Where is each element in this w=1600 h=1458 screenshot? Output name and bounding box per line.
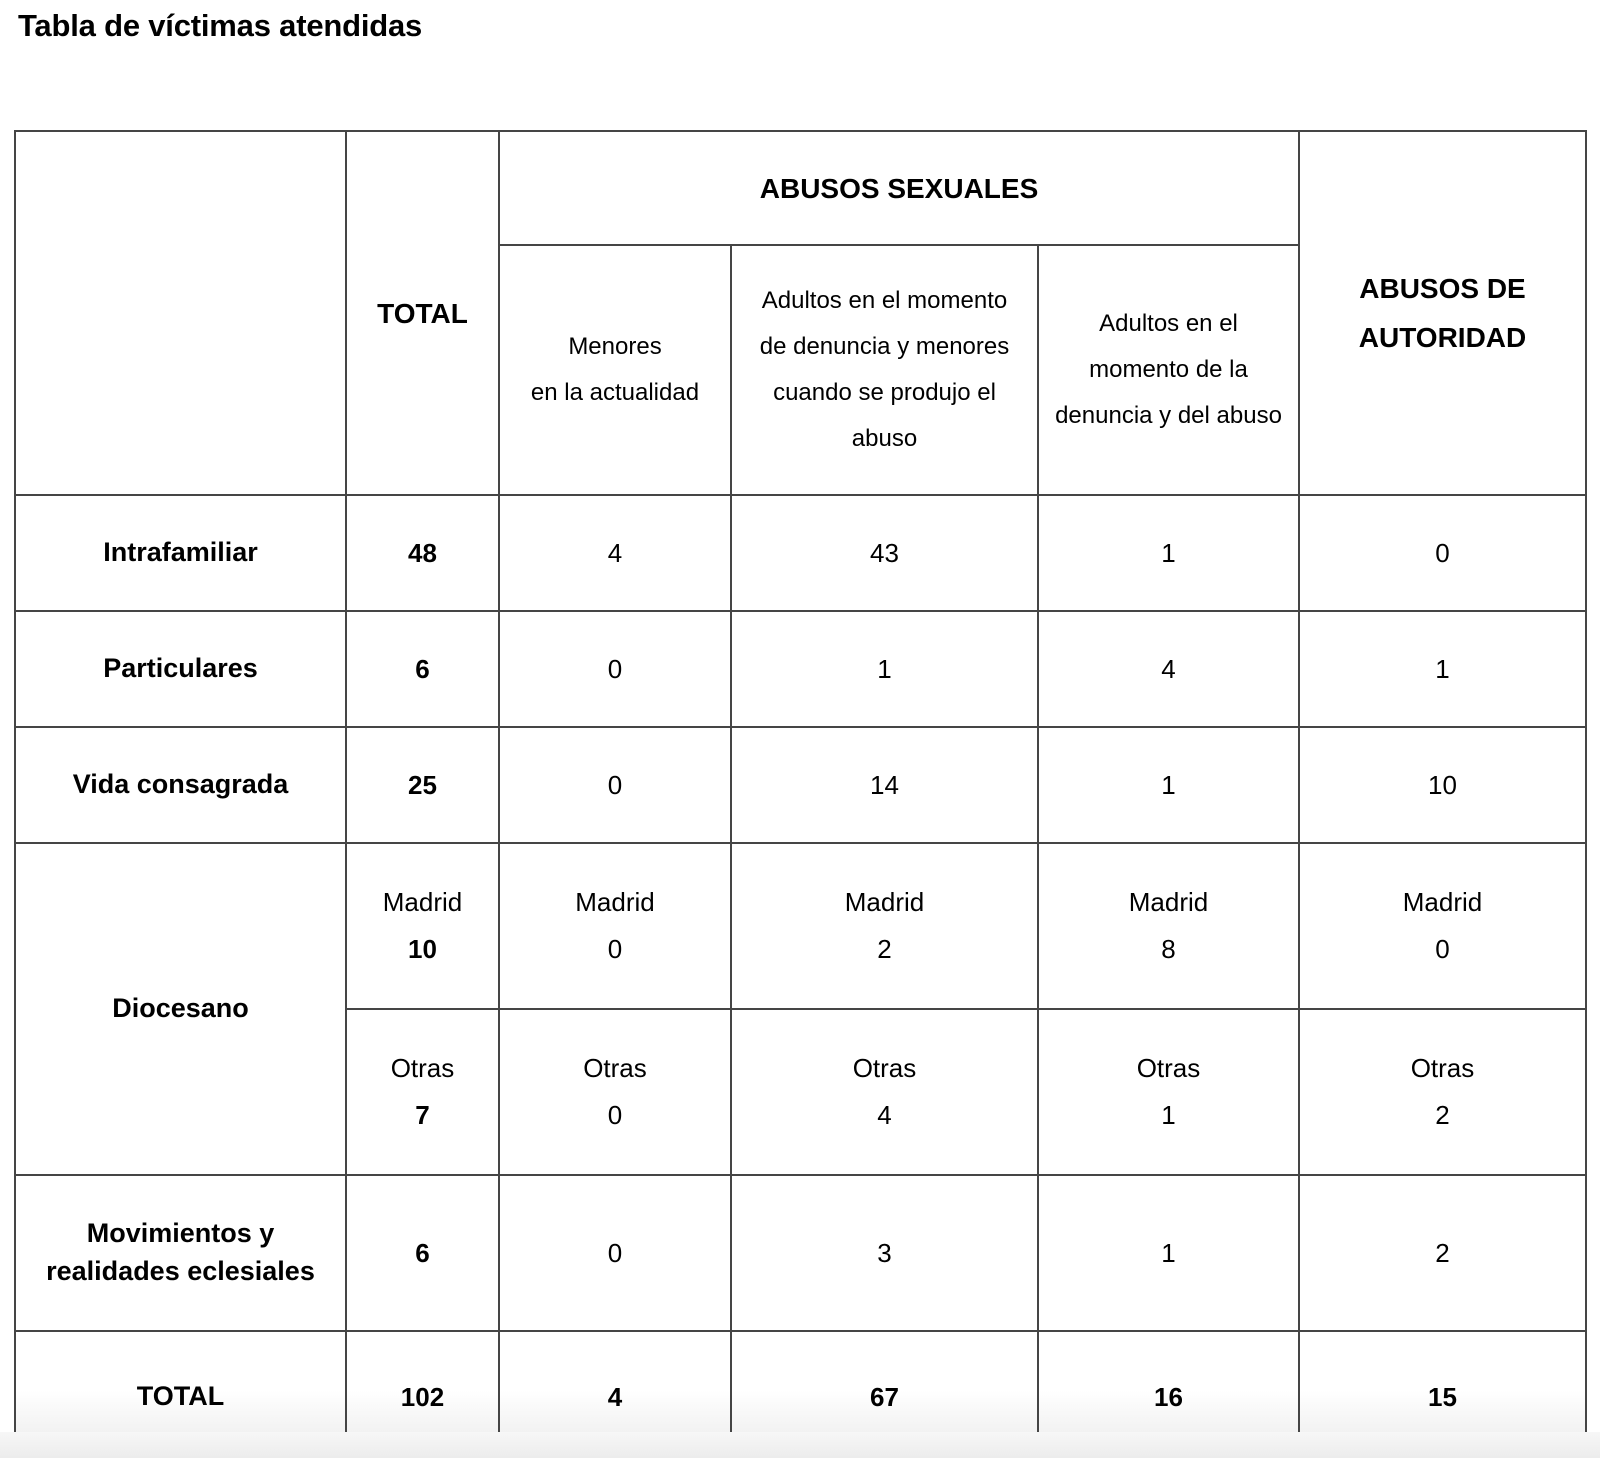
header-row-1 — [15, 131, 1586, 245]
header-cell-abusos-sexuales: ABUSOS SEXUALES — [499, 131, 1299, 245]
row-label-diocesano: Diocesano — [15, 843, 346, 1175]
row-label-particulares: Particulares — [15, 611, 346, 727]
cell-diocesano-madrid-total — [346, 843, 499, 1009]
header-cell-abusos-autoridad: ABUSOS DE AUTORIDAD — [1299, 131, 1586, 495]
cell-diocesano-madrid-adultos-denuncia-menores — [731, 843, 1038, 1009]
subrow-name: Madrid — [575, 887, 655, 918]
cell-intrafamiliar-autoridad: 0 — [1299, 495, 1586, 611]
subheader-line: denuncia y del abuso — [1055, 402, 1282, 430]
subheader-line: de denuncia y menores — [759, 332, 1010, 360]
subheader-line: abuso — [851, 425, 918, 453]
cell-diocesano-madrid-autoridad — [1299, 843, 1586, 1009]
cell-intrafamiliar-total: 48 — [346, 495, 499, 611]
cell-particulares-autoridad: 1 — [1299, 611, 1586, 727]
subheader-line: Adultos en el — [1099, 309, 1238, 337]
cell-grand-total-menores: 4 — [499, 1331, 731, 1458]
subheader-line: Menores — [568, 332, 662, 360]
table-row-intrafamiliar — [15, 495, 1586, 611]
subheader-cell-adultos-ambos — [1038, 245, 1299, 495]
subrow-name: Otras — [390, 1053, 455, 1084]
page-title: Tabla de víctimas atendidas — [18, 8, 423, 43]
victims-table — [14, 130, 1587, 1458]
page-bottom-strip — [0, 1432, 1600, 1458]
subrow-value: 4 — [877, 1100, 892, 1130]
cell-diocesano-madrid-adultos-ambos — [1038, 843, 1299, 1009]
subrow-name: Madrid — [382, 887, 463, 918]
subrow-value: 0 — [607, 934, 623, 964]
subheader-cell-menores — [499, 245, 731, 495]
row-label-grand-total: TOTAL — [15, 1331, 346, 1458]
subrow-value: 7 — [415, 1100, 430, 1130]
subheader-line: cuando se produjo el — [773, 379, 996, 406]
cell-intrafamiliar-menores: 4 — [499, 495, 731, 611]
cell-movimientos-total: 6 — [346, 1175, 499, 1331]
cell-grand-total-autoridad: 15 — [1299, 1331, 1586, 1458]
cell-diocesano-otras-autoridad — [1299, 1009, 1586, 1175]
cell-grand-total-adultos-denuncia-menores: 67 — [731, 1331, 1038, 1458]
table-row-vida-consagrada — [15, 727, 1586, 843]
cell-vida-consagrada-total: 25 — [346, 727, 499, 843]
subrow-value: 8 — [1161, 934, 1176, 964]
corner-cell — [15, 131, 346, 495]
subrow-name: Otras — [583, 1053, 647, 1084]
cell-grand-total-total: 102 — [346, 1331, 499, 1458]
cell-intrafamiliar-adultos-ambos: 1 — [1038, 495, 1299, 611]
cell-movimientos-adultos-denuncia-menores: 3 — [731, 1175, 1038, 1331]
subrow-name: Madrid — [1402, 887, 1483, 918]
cell-diocesano-otras-menores — [499, 1009, 731, 1175]
subrow-value: 10 — [408, 934, 437, 964]
table-row-diocesano-madrid — [15, 843, 1586, 1009]
subrow-name: Madrid — [1128, 887, 1209, 918]
subrow-name: Otras — [852, 1053, 917, 1084]
cell-vida-consagrada-adultos-denuncia-menores: 14 — [731, 727, 1038, 843]
header-cell-total: TOTAL — [346, 131, 499, 495]
row-label-vida-consagrada: Vida consagrada — [15, 727, 346, 843]
row-label-movimientos: Movimientos y realidades eclesiales — [15, 1175, 346, 1331]
table-row-particulares — [15, 611, 1586, 727]
cell-diocesano-madrid-menores — [499, 843, 731, 1009]
subrow-value: 2 — [1435, 1100, 1450, 1130]
cell-grand-total-adultos-ambos: 16 — [1038, 1331, 1299, 1458]
cell-movimientos-adultos-ambos: 1 — [1038, 1175, 1299, 1331]
subrow-name: Madrid — [844, 887, 925, 918]
subheader-line: Adultos en el momento — [761, 286, 1008, 314]
cell-diocesano-otras-total — [346, 1009, 499, 1175]
subrow-value: 0 — [607, 1100, 623, 1130]
subrow-name: Otras — [1136, 1053, 1201, 1084]
cell-vida-consagrada-autoridad: 10 — [1299, 727, 1586, 843]
cell-diocesano-otras-adultos-ambos — [1038, 1009, 1299, 1175]
cell-vida-consagrada-adultos-ambos: 1 — [1038, 727, 1299, 843]
subrow-value: 1 — [1161, 1100, 1176, 1130]
cell-particulares-total: 6 — [346, 611, 499, 727]
subrow-value: 0 — [1435, 934, 1450, 964]
subheader-cell-adultos-denuncia-menores — [731, 245, 1038, 495]
cell-particulares-adultos-ambos: 4 — [1038, 611, 1299, 727]
cell-particulares-menores: 0 — [499, 611, 731, 727]
subheader-line: momento de la — [1089, 355, 1248, 383]
table-row-movimientos — [15, 1175, 1586, 1331]
cell-intrafamiliar-adultos-denuncia-menores: 43 — [731, 495, 1038, 611]
subrow-name: Otras — [1410, 1053, 1475, 1084]
cell-particulares-adultos-denuncia-menores: 1 — [731, 611, 1038, 727]
subrow-value: 2 — [877, 934, 892, 964]
cell-movimientos-autoridad: 2 — [1299, 1175, 1586, 1331]
subheader-line: en la actualidad — [530, 379, 700, 406]
cell-movimientos-menores: 0 — [499, 1175, 731, 1331]
cell-diocesano-otras-adultos-denuncia-menores — [731, 1009, 1038, 1175]
row-label-intrafamiliar: Intrafamiliar — [15, 495, 346, 611]
cell-vida-consagrada-menores: 0 — [499, 727, 731, 843]
